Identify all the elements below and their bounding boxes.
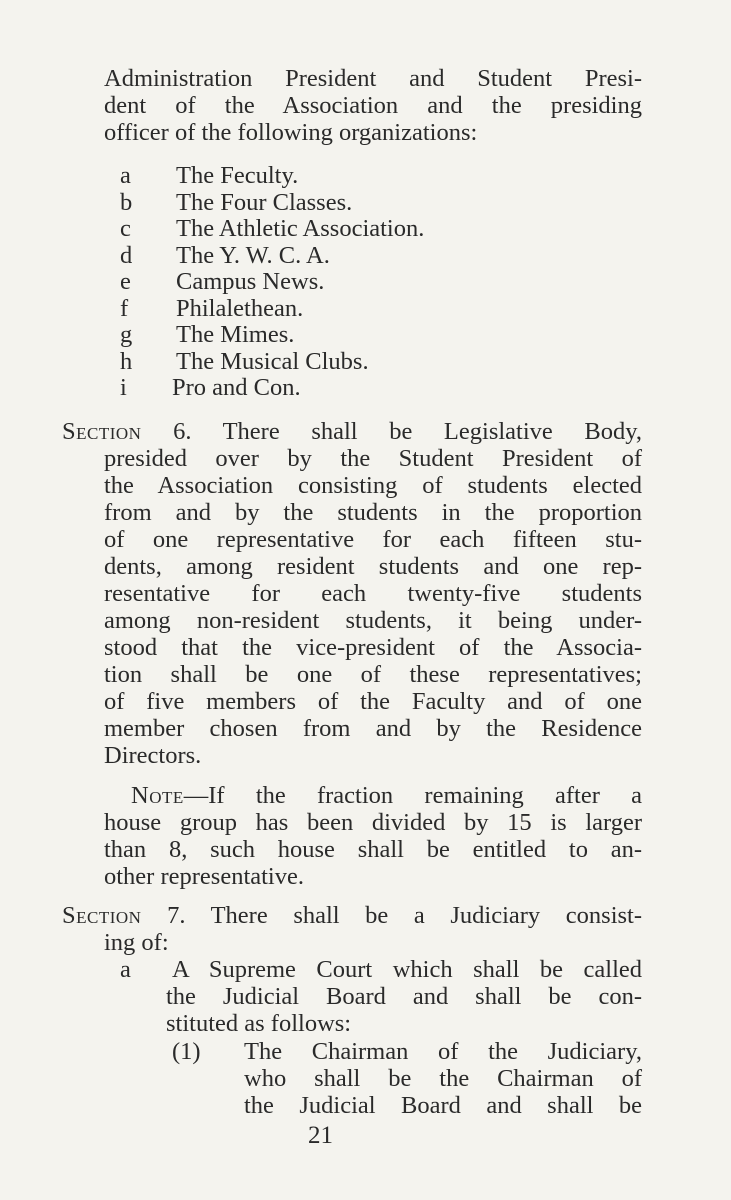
list-item-text: The Four Classes. [176,188,353,216]
section-7-item-a-line: the Judicial Board and shall be con- [166,983,642,1010]
intro-line-1: Administration President and Student Presi- [104,65,642,92]
section-6-line: of five members of the Faculty and of one [104,688,642,715]
list-item-text: The Y. W. C. A. [176,241,330,269]
section-6-line: member chosen from and by the Residence [104,715,642,742]
note-first-line [131,783,642,810]
section-6-line: dents, among resident students and one rep- [104,553,642,580]
section-7-sub-line: the Judicial Board and shall be [244,1092,642,1119]
section-6-first-line-text: 6. There shall be Legislative Body, [173,418,642,445]
list-item-text: The Mimes. [176,321,295,348]
page-number: 21 [308,1122,333,1149]
section-7-first-line [62,903,642,930]
intro-line-2: dent of the Association and the presiding [104,92,642,119]
section-6-first-line [62,419,642,446]
section-6-label: Section [62,418,142,445]
note-label: Note [131,782,184,809]
section-6-line: stood that the vice-president of the Associa- [104,634,642,661]
list-item-letter: a [120,162,131,189]
list-item-text: Campus News. [176,268,325,295]
list-item-text: The Musical Clubs. [176,347,369,375]
note-first-line-text: —If the fraction remaining after a [183,782,642,809]
section-7-line: ing of: [104,929,169,956]
list-item-text: Philalethean. [176,294,304,322]
section-6-line: of one representative for each fifteen stu- [104,526,642,553]
section-6-line: presided over by the Student President of [104,445,642,472]
section-7-sub-line: The Chairman of the Judiciary, [244,1038,642,1065]
list-item-letter: b [120,188,133,216]
list-item-letter: g [120,321,133,348]
section-6-line: the Association consisting of students elected [104,472,642,499]
section-7-first-line-text: 7. There shall be a Judiciary consist- [167,902,642,929]
section-7-item-a-line: A Supreme Court which shall be called [172,956,642,983]
section-6-line: resentative for each twenty-five students [104,580,642,607]
note-line: other representative. [104,863,304,890]
list-item-text: The Feculty. [176,162,299,189]
section-7-item-letter: a [120,956,131,983]
section-6-line: Directors. [104,742,202,769]
intro-line-3: officer of the following organizations: [104,119,478,146]
list-item-letter: d [120,241,133,269]
section-6-line: from and by the students in the proportion [104,499,642,526]
section-6-line: tion shall be one of these representatives; [104,661,642,688]
list-item-letter: e [120,268,131,295]
list-item-letter: i [120,374,127,401]
section-7-sub-line: who shall be the Chairman of [244,1065,642,1092]
section-7-label: Section [62,902,142,929]
list-item-letter: f [120,294,129,322]
list-item-text: The Athletic Association. [176,215,425,242]
list-item-letter: h [120,347,133,375]
note-line: than 8, such house shall be entitled to an- [104,836,642,863]
list-item-text: Pro and Con. [172,374,301,401]
list-item-letter: c [120,215,131,242]
section-7-sub-number: (1) [172,1038,201,1065]
section-7-item-a-line: stituted as follows: [166,1010,352,1037]
section-6-line: among non-resident students, it being under- [104,607,642,634]
note-line: house group has been divided by 15 is larger [104,809,642,836]
